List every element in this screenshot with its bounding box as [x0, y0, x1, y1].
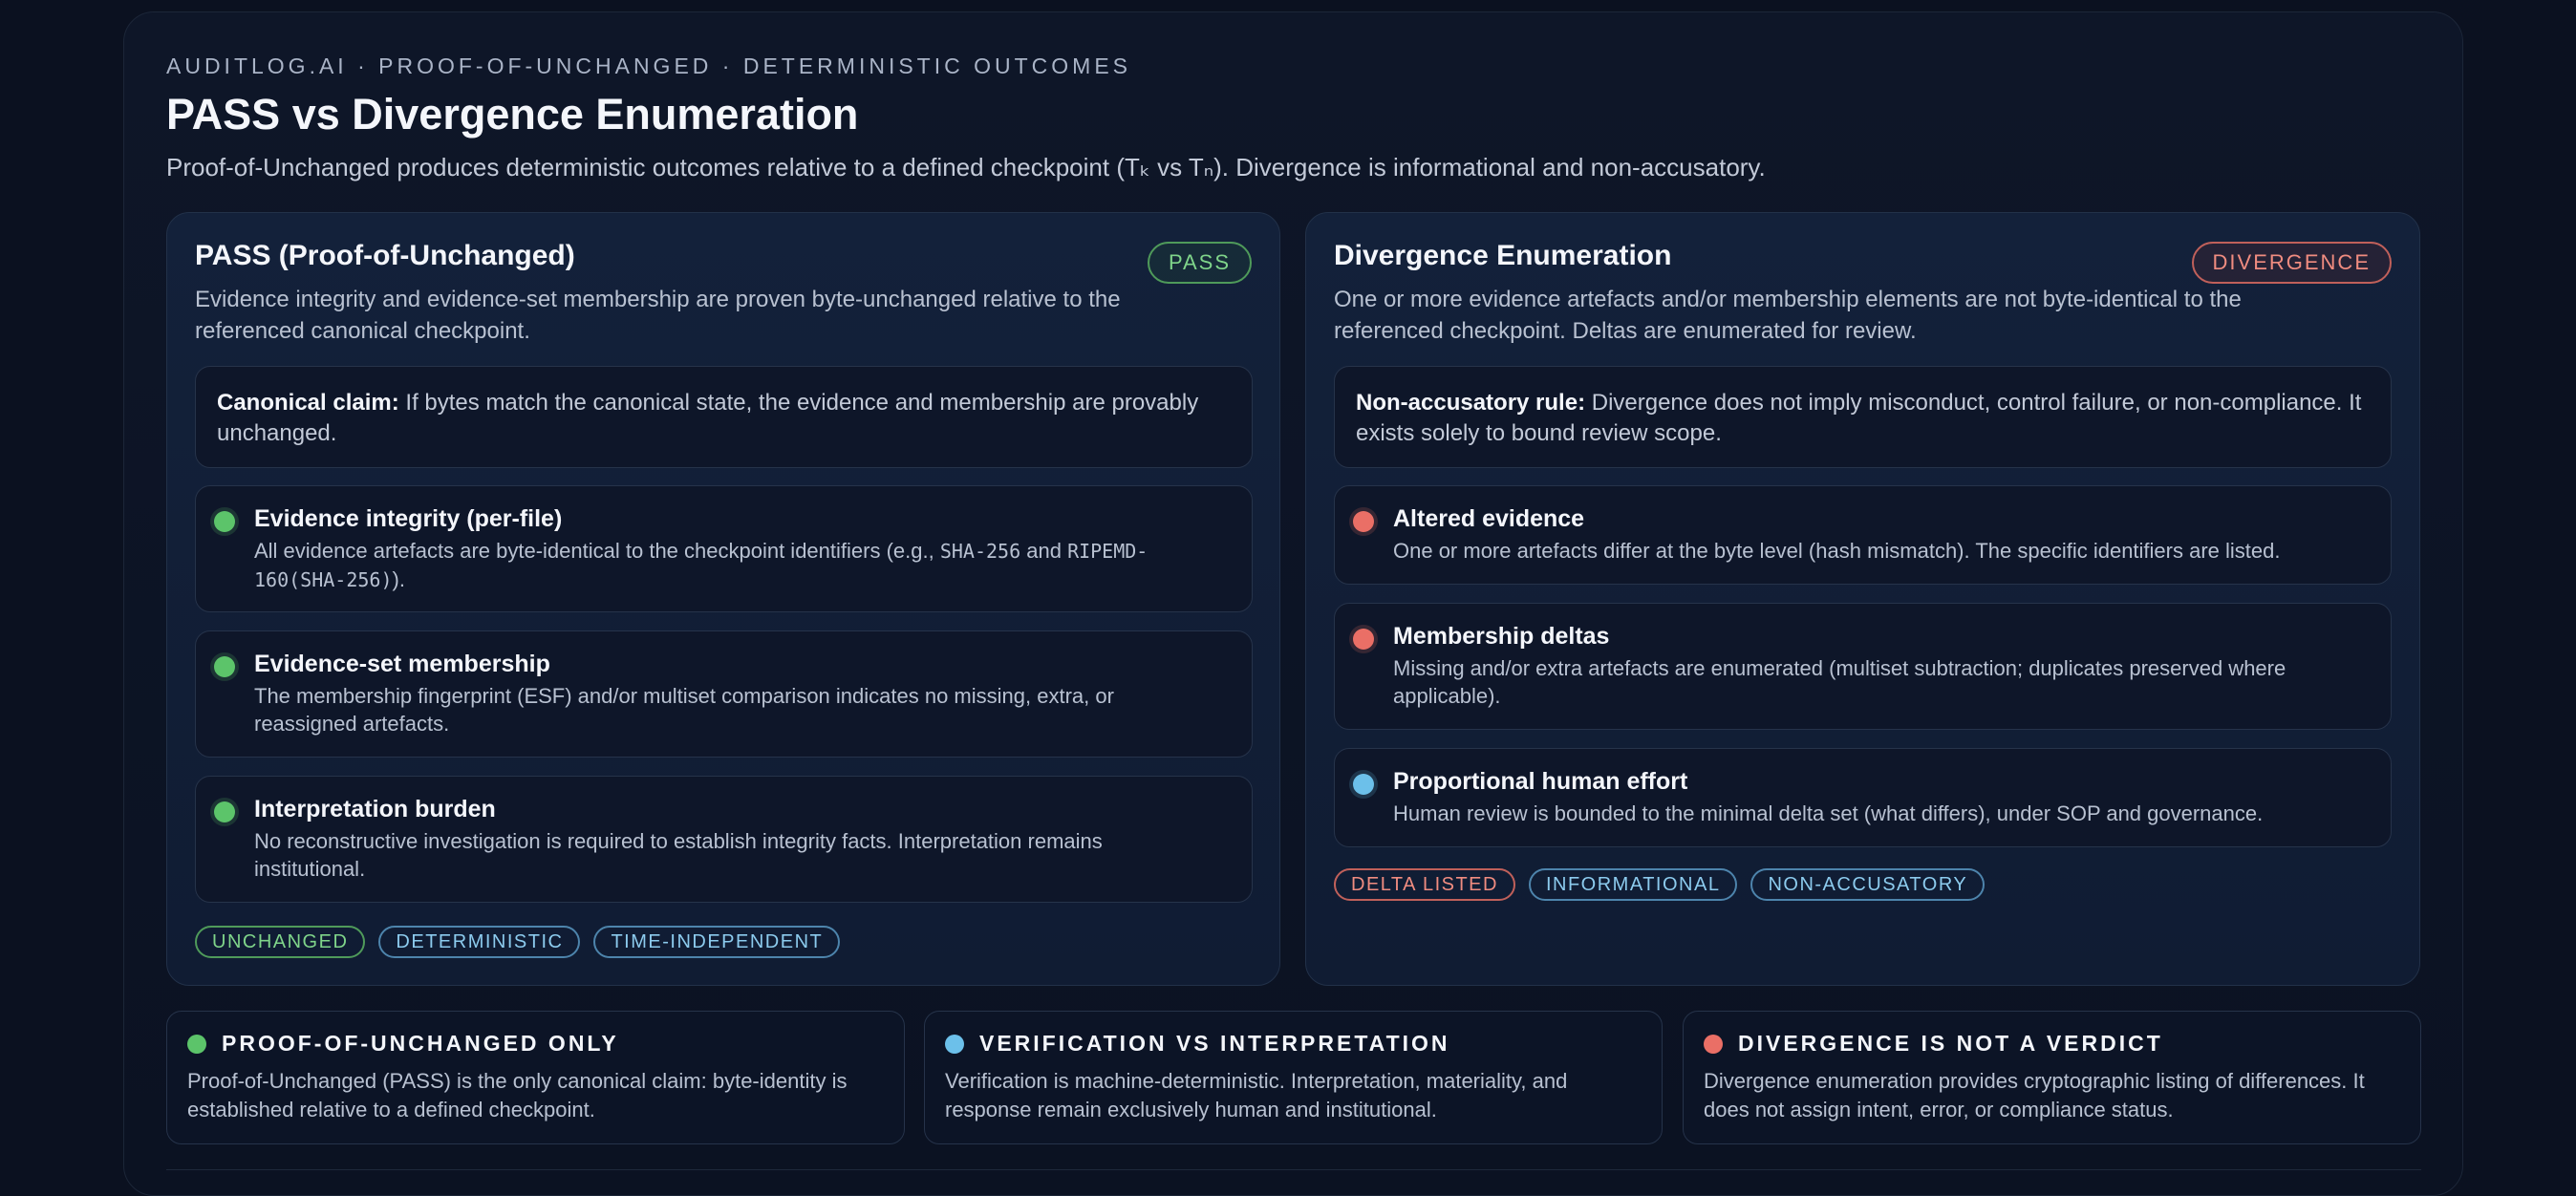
footer-note-body: Verification is machine-deterministic. Interpretation, materiality, and response remain exclusively human and institutional. — [945, 1069, 1568, 1121]
pass-card-title: PASS (Proof-of-Unchanged) — [195, 240, 575, 271]
pass-item-title: Evidence-set membership — [254, 651, 550, 677]
red-status-dot-icon — [1353, 511, 1374, 532]
pass-badge: PASS — [1148, 242, 1252, 284]
pass-item-body: All evidence artefacts are byte-identical to the checkpoint identifiers (e.g., SHA-256 and RIPEMD-160(SHA-256)). — [254, 539, 1148, 591]
divergence-item-altered-evidence — [1334, 485, 2392, 585]
non-accusatory-rule-box — [1334, 366, 2392, 468]
pass-item-evidence-integrity — [195, 485, 1253, 612]
green-status-dot-icon — [214, 801, 235, 822]
blue-status-dot-icon — [1353, 774, 1374, 795]
tag-delta-listed: DELTA LISTED — [1334, 868, 1515, 901]
pass-item-title: Interpretation burden — [254, 796, 496, 822]
blue-dot-icon — [945, 1035, 964, 1054]
green-dot-icon — [187, 1035, 206, 1054]
pass-card-description: Evidence integrity and evidence-set membership are proven byte-unchanged relative to the referenced canonical checkpoint. — [195, 287, 1121, 344]
tag-unchanged: UNCHANGED — [195, 926, 365, 958]
tag-non-accusatory: NON-ACCUSATORY — [1750, 868, 1985, 901]
divergence-item-proportional-effort — [1334, 748, 2392, 847]
divergence-item-body: Human review is bounded to the minimal delta set (what differs), under SOP and governance. — [1393, 801, 2264, 825]
page-title: PASS vs Divergence Enumeration — [166, 90, 859, 139]
footer-note-title: PROOF-OF-UNCHANGED ONLY — [222, 1031, 619, 1056]
footer-note-title: VERIFICATION VS INTERPRETATION — [979, 1031, 1450, 1056]
divergence-card — [1305, 212, 2420, 986]
canonical-claim-text: If bytes match the canonical state, the evidence and membership are provably unchanged. — [217, 390, 1199, 446]
red-status-dot-icon — [1353, 629, 1374, 650]
divergence-item-title: Altered evidence — [1393, 505, 1585, 532]
pass-tags — [195, 926, 840, 958]
canonical-claim-label: Canonical claim: — [217, 390, 399, 416]
footer-note-verification — [924, 1011, 1663, 1144]
canonical-claim-box — [195, 366, 1253, 468]
green-status-dot-icon — [214, 656, 235, 677]
divergence-item-body: One or more artefacts differ at the byte level (hash mismatch). The specific identifiers are listed. — [1393, 539, 2281, 563]
code-ripemd160: RIPEMD-160(SHA-256) — [254, 540, 1148, 591]
footer-note-title: DIVERGENCE IS NOT A VERDICT — [1738, 1031, 2163, 1056]
footer-note-body: Proof-of-Unchanged (PASS) is the only canonical claim: byte-identity is established relative to a defined checkpoint. — [187, 1069, 848, 1121]
divergence-card-title: Divergence Enumeration — [1334, 240, 1672, 271]
divergence-item-title: Proportional human effort — [1393, 768, 1688, 795]
pass-item-interpretation-burden — [195, 776, 1253, 903]
pass-item-evidence-set-membership — [195, 630, 1253, 758]
pass-item-body: The membership fingerprint (ESF) and/or multiset comparison indicates no missing, extra, or reassigned artefacts. — [254, 684, 1114, 736]
divergence-badge: DIVERGENCE — [2192, 242, 2392, 284]
footer-note-body: Divergence enumeration provides cryptographic listing of differences. It does not assign intent, error, or compliance status. — [1704, 1069, 2365, 1121]
pass-item-body: No reconstructive investigation is required to establish integrity facts. Interpretation remains institutional. — [254, 829, 1103, 881]
divergence-card-description: One or more evidence artefacts and/or membership elements are not byte-identical to the referenced checkpoint. Deltas are enumerated for review. — [1334, 287, 2242, 344]
pass-card — [166, 212, 1280, 986]
page-kicker: AUDITLOG.AI · PROOF-OF-UNCHANGED · DETERMINISTIC OUTCOMES — [166, 53, 1132, 78]
divergence-item-membership-deltas — [1334, 603, 2392, 730]
tag-informational: INFORMATIONAL — [1529, 868, 1737, 901]
non-accusatory-rule-text: Divergence does not imply misconduct, control failure, or non-compliance. It exists solely to bound review scope. — [1356, 390, 2362, 446]
divergence-item-title: Membership deltas — [1393, 623, 1610, 650]
footer-note-divergence — [1683, 1011, 2421, 1144]
code-sha256: SHA-256 — [939, 540, 1021, 563]
tag-deterministic: DETERMINISTIC — [378, 926, 580, 958]
tag-time-independent: TIME-INDEPENDENT — [593, 926, 840, 958]
footer-note-proof-of-unchanged — [166, 1011, 905, 1144]
divergence-item-body: Missing and/or extra artefacts are enumerated (multiset subtraction; duplicates preserved where applicable). — [1393, 656, 2286, 708]
divergence-tags — [1334, 868, 1985, 901]
red-dot-icon — [1704, 1035, 1723, 1054]
pass-item-title: Evidence integrity (per-file) — [254, 505, 563, 532]
page-subtitle: Proof-of-Unchanged produces deterministic outcomes relative to a defined checkpoint (Tₖ vs Tₙ). Divergence is informational and non-accusatory. — [166, 153, 1766, 182]
green-status-dot-icon — [214, 511, 235, 532]
divider — [166, 1169, 2421, 1170]
non-accusatory-rule-label: Non-accusatory rule: — [1356, 390, 1586, 416]
